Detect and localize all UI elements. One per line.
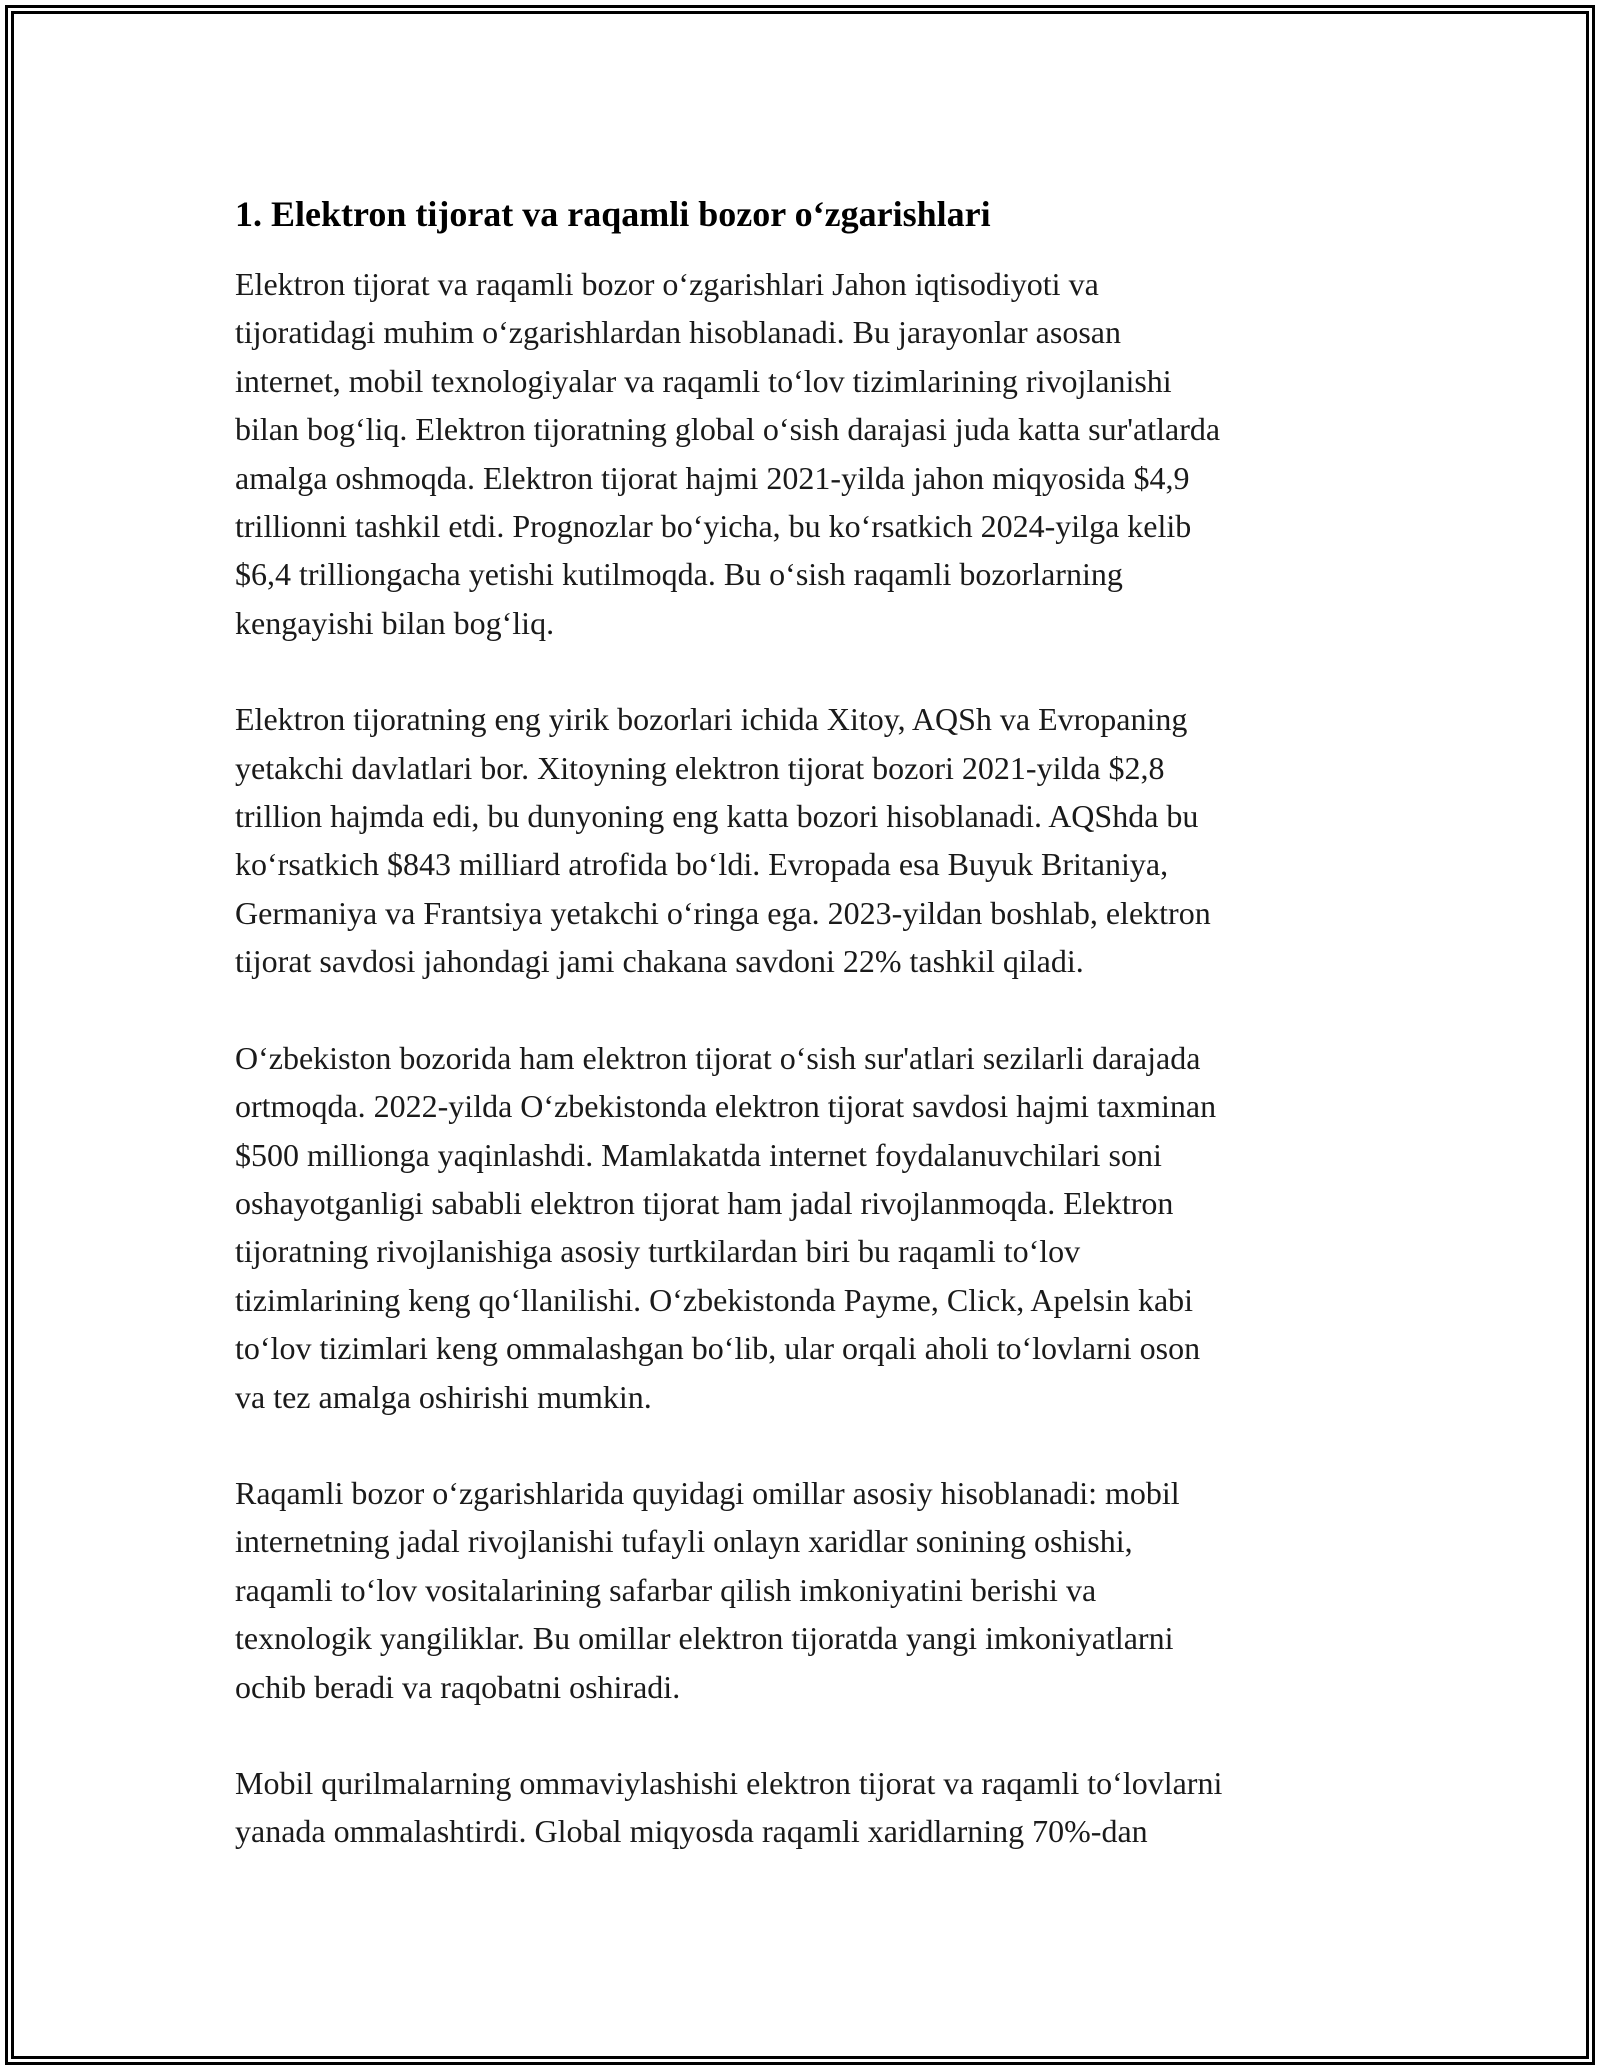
paragraph-mobile-devices: Mobil qurilmalarning ommaviylashishi elektron tijorat va raqamli to‘lovlarni yanada ommalashtirdi. Global miqyosda raqamli xaridlarning 70%-dan xyxy=(235,1764,1223,1850)
paragraph-uzbekistan-market: O‘zbekiston bozorida ham elektron tijorat o‘sish sur'atlari sezilarli darajada ortmoqda. 2022-yilda O‘zbekistonda elektron tijorat savdosi hajmi taxminan $500 millionga yaqinlashdi. Mamlakatda internet foydalanuvchilari soni oshayotganligi sababli elektron tijorat ham jadal rivojlanmoqda. Elektron tijoratning rivojlanishiga asosiy turtkilardan biri bu raqamli to‘lov tizimlarining keng qo‘llanilishi. O‘zbekistonda Payme, Click, Apelsin kabi to‘lov tizimlari keng ommalashgan bo‘lib, ular orqali aholi to‘lovlarni oson va tez amalga oshirishi mumkin. xyxy=(235,1039,1217,1415)
paragraph-key-factors: Raqamli bozor o‘zgarishlarida quyidagi omillar asosiy hisoblanadi: mobil internetning jadal rivojlanishi tufayli onlayn xaridlar sonining oshishi, raqamli to‘lov vositalarining safarbar qilish imkoniyatini berishi va texnologik yangiliklar. Bu omillar elektron tijoratda yangi imkoniyatlarni ochib beradi va raqobatni oshiradi. xyxy=(235,1474,1180,1705)
paragraph-ecommerce-growth: Elektron tijorat va raqamli bozor o‘zgarishlari Jahon iqtisodiyoti va tijoratidagi muhim o‘zgarishlardan hisoblanadi. Bu jarayonlar asosan internet, mobil texnologiyalar va raqamli to‘lov tizimlarining rivojlanishi bilan bog‘liq. Elektron tijoratning global o‘sish darajasi juda katta sur'atlarda amalga oshmoqda. Elektron tijorat hajmi 2021-yilda jahon miqyosida $4,9 trillionni tashkil etdi. Prognozlar bo‘yicha, bu ko‘rsatkich 2024-yilga kelib $6,4 trilliongacha yetishi kutilmoqda. Bu o‘sish raqamli bozorlarning kengayishi bilan bog‘liq. xyxy=(235,266,1221,641)
paragraph-largest-markets: Elektron tijoratning eng yirik bozorlari ichida Xitoy, AQSh va Evropaning yetakchi davlatlari bor. Xitoyning elektron tijorat bozori 2021-yilda $2,8 trillion hajmda edi, bu dunyoning eng katta bozori hisoblanadi. AQShda bu ko‘rsatkich $843 milliard atrofida bo‘ldi. Evropada esa Buyuk Britaniya, Germaniya va Frantsiya yetakchi o‘ringa ega. 2023-yildan boshlab, elektron tijorat savdosi jahondagi jami chakana savdoni 22% tashkil qiladi. xyxy=(235,701,1211,980)
section-heading: 1. Elektron tijorat va raqamli bozor o‘zgarishlari xyxy=(235,194,991,234)
document-body xyxy=(235,190,1375,1904)
